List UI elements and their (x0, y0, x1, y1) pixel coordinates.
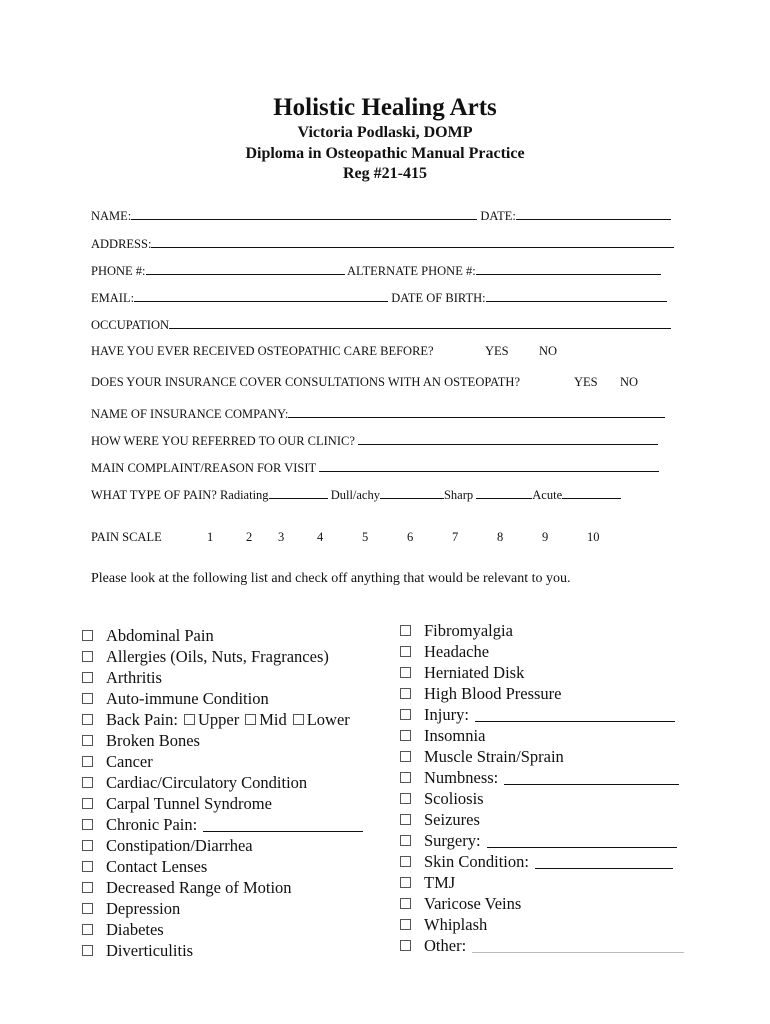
condition-item[interactable]: Fibromyalgia (400, 620, 684, 641)
checkbox[interactable] (82, 630, 93, 641)
checkbox[interactable] (82, 693, 93, 704)
occupation-label: OCCUPATION (91, 318, 170, 332)
checkbox[interactable] (82, 735, 93, 746)
checkbox[interactable] (82, 903, 93, 914)
practitioner-name: Victoria Podlaski, DOMP (297, 124, 473, 141)
pain-scale-2[interactable]: 2 (246, 530, 253, 544)
condition-item[interactable]: Carpal Tunnel Syndrome (82, 793, 363, 814)
condition-item[interactable]: Varicose Veins (400, 893, 684, 914)
pain-scale-5[interactable]: 5 (362, 530, 369, 544)
checkbox[interactable] (400, 667, 411, 678)
radiating-label: Radiating (219, 488, 269, 502)
sharp-field[interactable] (476, 487, 532, 499)
checkbox[interactable] (400, 856, 411, 867)
insurance-company-field[interactable] (288, 406, 665, 418)
condition-item[interactable]: Insomnia (400, 725, 684, 746)
pain-scale-1[interactable]: 1 (207, 530, 214, 544)
condition-item[interactable]: Headache (400, 641, 684, 662)
phone-row (91, 263, 661, 279)
checkbox[interactable] (400, 877, 411, 888)
condition-item[interactable]: High Blood Pressure (400, 683, 684, 704)
checkbox[interactable] (400, 772, 411, 783)
pain-scale-6[interactable]: 6 (407, 530, 414, 544)
address-row (91, 236, 674, 252)
checkbox[interactable] (400, 688, 411, 699)
date-field[interactable] (516, 208, 671, 220)
checkbox[interactable] (400, 709, 411, 720)
condition-item[interactable]: Whiplash (400, 914, 684, 935)
condition-item[interactable]: Allergies (Oils, Nuts, Fragrances) (82, 646, 363, 667)
injury-field[interactable] (475, 707, 675, 722)
condition-item[interactable]: Injury: (400, 704, 684, 725)
checkbox-lower[interactable] (293, 714, 304, 725)
email-row (91, 290, 667, 306)
insurance-no-option[interactable]: NO (620, 375, 639, 389)
condition-item[interactable]: Arthritis (82, 667, 363, 688)
dull-field[interactable] (380, 487, 444, 499)
condition-item[interactable]: Abdominal Pain (82, 625, 363, 646)
osteo-yes-option[interactable]: YES (485, 344, 509, 358)
condition-item[interactable]: Constipation/Diarrhea (82, 835, 363, 856)
address-label: ADDRESS: (91, 237, 152, 251)
referral-field[interactable] (358, 433, 658, 445)
alt-phone-field[interactable] (476, 263, 661, 275)
name-label: NAME: (91, 209, 132, 223)
skin-condition-field[interactable] (535, 854, 673, 869)
checkbox[interactable] (400, 919, 411, 930)
condition-item[interactable]: Cardiac/Circulatory Condition (82, 772, 363, 793)
checkbox[interactable] (82, 840, 93, 851)
pain-type-label: WHAT TYPE OF PAIN? (91, 488, 217, 502)
checkbox[interactable] (82, 714, 93, 725)
pain-scale-label: PAIN SCALE (91, 530, 162, 544)
checkbox-upper[interactable] (184, 714, 195, 725)
condition-item[interactable]: TMJ (400, 872, 684, 893)
phone-field[interactable] (146, 263, 345, 275)
condition-item-back-pain[interactable]: Back Pain: Upper Mid Lower (82, 709, 363, 730)
checkbox[interactable] (82, 756, 93, 767)
email-field[interactable] (134, 290, 388, 302)
pain-scale-7[interactable]: 7 (452, 530, 459, 544)
checkbox[interactable] (400, 751, 411, 762)
address-field[interactable] (151, 236, 674, 248)
checkbox[interactable] (400, 814, 411, 825)
pain-scale-4[interactable]: 4 (317, 530, 324, 544)
checkbox-mid[interactable] (245, 714, 256, 725)
occupation-row (91, 317, 671, 333)
complaint-row (91, 460, 659, 476)
insurance-company-row (91, 406, 665, 422)
condition-item[interactable]: Skin Condition: (400, 851, 684, 872)
osteo-no-option[interactable]: NO (539, 344, 558, 358)
dull-label: Dull/achy (330, 488, 380, 502)
checkbox[interactable] (82, 882, 93, 893)
insurance-cover-question: DOES YOUR INSURANCE COVER CONSULTATIONS WITH AN OSTEOPATH? (91, 375, 521, 389)
registration-number: Reg #21-415 (343, 165, 427, 182)
pain-scale-row (91, 530, 691, 546)
checkbox[interactable] (82, 672, 93, 683)
condition-item[interactable]: Cancer (82, 751, 363, 772)
checkbox[interactable] (400, 730, 411, 741)
referral-row (91, 433, 658, 449)
checkbox[interactable] (82, 777, 93, 788)
email-label: EMAIL: (91, 291, 135, 305)
pain-scale-8[interactable]: 8 (497, 530, 504, 544)
osteo-care-question: HAVE YOU EVER RECEIVED OSTEOPATHIC CARE BEFORE? (91, 344, 434, 358)
name-field[interactable] (131, 208, 477, 220)
occupation-field[interactable] (169, 317, 671, 329)
date-label: DATE: (480, 209, 516, 223)
alt-phone-label: ALTERNATE PHONE #: (346, 264, 476, 278)
insurance-yes-option[interactable]: YES (574, 375, 598, 389)
checkbox[interactable] (82, 651, 93, 662)
checkbox[interactable] (82, 861, 93, 872)
numbness-field[interactable] (504, 770, 679, 785)
radiating-field[interactable] (269, 487, 328, 499)
condition-item[interactable]: Surgery: (400, 830, 684, 851)
condition-item[interactable]: Herniated Disk (400, 662, 684, 683)
name-date-row (91, 208, 671, 224)
checkbox[interactable] (82, 819, 93, 830)
checkbox[interactable] (400, 940, 411, 951)
checkbox[interactable] (82, 945, 93, 956)
condition-item[interactable]: Chronic Pain: (82, 814, 363, 835)
other-field[interactable] (472, 938, 684, 953)
conditions-left-list (82, 625, 363, 961)
pain-scale-9[interactable]: 9 (542, 530, 549, 544)
condition-item[interactable]: Contact Lenses (82, 856, 363, 877)
checkbox[interactable] (400, 793, 411, 804)
pain-type-row (91, 487, 621, 503)
condition-item[interactable]: Scoliosis (400, 788, 684, 809)
dob-field[interactable] (486, 290, 667, 302)
condition-item[interactable]: Numbness: (400, 767, 684, 788)
insurance-company-label: NAME OF INSURANCE COMPANY: (91, 407, 289, 421)
checkbox[interactable] (400, 835, 411, 846)
complaint-field[interactable] (319, 460, 659, 472)
complaint-label: MAIN COMPLAINT/REASON FOR VISIT (91, 461, 316, 475)
chronic-pain-field[interactable] (203, 817, 363, 832)
checkbox[interactable] (400, 625, 411, 636)
diploma-line: Diploma in Osteopathic Manual Practice (245, 145, 525, 162)
condition-item[interactable]: Auto-immune Condition (82, 688, 363, 709)
pain-scale-10[interactable]: 10 (587, 530, 600, 544)
acute-label: Acute (532, 488, 563, 502)
condition-item[interactable]: Broken Bones (82, 730, 363, 751)
checkbox[interactable] (82, 798, 93, 809)
phone-label: PHONE #: (91, 264, 146, 278)
pain-scale-3[interactable]: 3 (278, 530, 285, 544)
insurance-cover-row (91, 375, 639, 390)
condition-item[interactable]: Diverticulitis (82, 940, 363, 961)
conditions-right-list (400, 620, 684, 956)
sharp-label: Sharp (443, 488, 474, 502)
condition-item[interactable]: Seizures (400, 809, 684, 830)
acute-field[interactable] (562, 487, 621, 499)
condition-item[interactable]: Muscle Strain/Sprain (400, 746, 684, 767)
instructions-text: Please look at the following list and check off anything that would be relevant to you. (91, 571, 571, 586)
checkbox[interactable] (400, 646, 411, 657)
checkbox[interactable] (400, 898, 411, 909)
surgery-field[interactable] (487, 833, 677, 848)
osteo-care-row (91, 344, 558, 359)
referral-label: HOW WERE YOU REFERRED TO OUR CLINIC? (91, 434, 355, 448)
condition-item[interactable]: Other: (400, 935, 684, 956)
form-title: Holistic Healing Arts (273, 94, 497, 121)
condition-item[interactable]: Depression (82, 898, 363, 919)
condition-item[interactable]: Decreased Range of Motion (82, 877, 363, 898)
checkbox[interactable] (82, 924, 93, 935)
dob-label: DATE OF BIRTH: (391, 291, 486, 305)
condition-item[interactable]: Diabetes (82, 919, 363, 940)
